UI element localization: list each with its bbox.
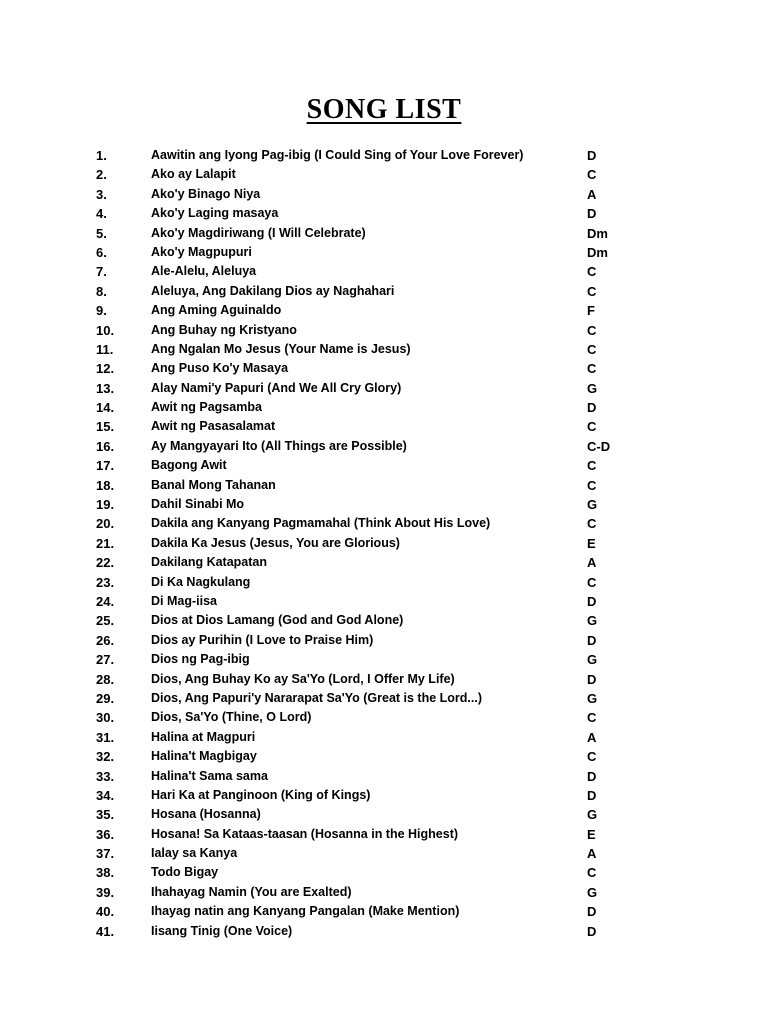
song-key: D — [587, 787, 597, 803]
song-title: Ay Mangyayari Ito (All Things are Possible) — [151, 438, 407, 453]
song-number: 17. — [96, 458, 115, 474]
song-key: C — [587, 458, 597, 474]
song-row — [0, 224, 768, 243]
song-row — [0, 611, 768, 630]
song-title: Dios ay Purihin (I Love to Praise Him) — [151, 632, 374, 647]
song-row — [0, 708, 768, 727]
song-title: Ang Ngalan Mo Jesus (Your Name is Jesus) — [151, 341, 411, 356]
song-row — [0, 534, 768, 553]
song-number: 19. — [96, 497, 115, 513]
song-key: E — [587, 826, 596, 842]
song-title: Di Ka Nagkulang — [151, 574, 251, 589]
song-number: 22. — [96, 555, 115, 571]
song-title: Aleluya, Ang Dakilang Dios ay Naghahari — [151, 283, 395, 298]
song-key: C — [587, 361, 597, 377]
song-key: C — [587, 264, 597, 280]
song-number: 2. — [96, 167, 107, 183]
song-key: C — [587, 419, 597, 435]
song-key: C-D — [587, 438, 611, 454]
song-row — [0, 844, 768, 863]
song-key: A — [587, 186, 597, 202]
song-row — [0, 282, 768, 301]
song-row — [0, 185, 768, 204]
song-title: Halina at Magpuri — [151, 729, 256, 744]
song-number: 30. — [96, 710, 115, 726]
song-title: Alay Nami'y Papuri (And We All Cry Glory) — [151, 380, 402, 395]
song-key: G — [587, 690, 598, 706]
song-key: A — [587, 729, 597, 745]
song-number: 15. — [96, 419, 115, 435]
song-key: C — [587, 167, 597, 183]
song-key: C — [587, 341, 597, 357]
song-key: D — [587, 923, 597, 939]
song-number: 24. — [96, 593, 115, 609]
song-key: D — [587, 400, 597, 416]
song-row — [0, 359, 768, 378]
song-row — [0, 883, 768, 902]
song-row — [0, 456, 768, 475]
song-row — [0, 922, 768, 941]
song-row — [0, 398, 768, 417]
song-key: E — [587, 535, 596, 551]
song-row — [0, 553, 768, 572]
song-row — [0, 805, 768, 824]
song-key: G — [587, 884, 598, 900]
song-number: 34. — [96, 787, 115, 803]
song-title: Ihayag natin ang Kanyang Pangalan (Make Mention) — [151, 904, 460, 919]
song-number: 39. — [96, 884, 115, 900]
song-title: Ang Buhay ng Kristyano — [151, 322, 297, 337]
song-number: 1. — [96, 148, 107, 163]
song-number: 20. — [96, 516, 115, 532]
song-key: G — [587, 613, 598, 629]
song-title: Dios at Dios Lamang (God and God Alone) — [151, 613, 404, 628]
song-title: Banal Mong Tahanan — [151, 477, 276, 492]
song-row — [0, 165, 768, 184]
song-key: D — [587, 768, 597, 784]
song-number: 29. — [96, 690, 115, 706]
song-title: Dios, Ang Buhay Ko ay Sa'Yo (Lord, I Offer My Life) — [151, 671, 455, 686]
song-row — [0, 825, 768, 844]
song-key: G — [587, 380, 598, 396]
song-key: D — [587, 671, 597, 687]
song-row — [0, 204, 768, 223]
song-key: A — [587, 555, 597, 571]
song-key: D — [587, 206, 597, 222]
song-row — [0, 728, 768, 747]
song-title: Dios ng Pag-ibig — [151, 652, 250, 667]
song-number: 35. — [96, 807, 115, 823]
song-key: G — [587, 497, 598, 513]
song-key: F — [587, 303, 595, 319]
song-row — [0, 379, 768, 398]
song-number: 31. — [96, 729, 115, 745]
song-number: 21. — [96, 535, 115, 551]
song-row — [0, 243, 768, 262]
song-key: D — [587, 632, 597, 648]
song-row — [0, 747, 768, 766]
song-title: Di Mag-iisa — [151, 593, 217, 608]
song-title: Bagong Awit — [151, 458, 227, 473]
song-row — [0, 437, 768, 456]
song-key: A — [587, 846, 597, 862]
song-title: Dakila ang Kanyang Pagmamahal (Think About His Love) — [151, 516, 491, 531]
song-title: Ako ay Lalapit — [151, 167, 236, 182]
song-number: 9. — [96, 303, 107, 319]
song-row — [0, 670, 768, 689]
song-row — [0, 786, 768, 805]
song-row — [0, 863, 768, 882]
song-title: Ako'y Magpupuri — [151, 244, 252, 259]
song-row — [0, 650, 768, 669]
song-key: C — [587, 710, 597, 726]
song-key: G — [587, 652, 598, 668]
song-row — [0, 573, 768, 592]
song-key: Dm — [587, 225, 608, 241]
song-number: 27. — [96, 652, 115, 668]
song-title: Hari Ka at Panginoon (King of Kings) — [151, 787, 371, 802]
song-title: Dios, Sa'Yo (Thine, O Lord) — [151, 710, 312, 725]
song-row — [0, 902, 768, 921]
song-row — [0, 146, 768, 165]
song-row — [0, 767, 768, 786]
song-key: C — [587, 574, 597, 590]
song-title: Ihahayag Namin (You are Exalted) — [151, 884, 352, 899]
song-number: 33. — [96, 768, 115, 784]
song-key: C — [587, 516, 597, 532]
song-number: 25. — [96, 613, 115, 629]
song-key: D — [587, 148, 597, 163]
song-number: 14. — [96, 400, 115, 416]
song-number: 28. — [96, 671, 115, 687]
song-number: 18. — [96, 477, 115, 493]
song-row — [0, 476, 768, 495]
song-list — [0, 146, 768, 941]
song-title: Awit ng Pagsamba — [151, 400, 262, 415]
song-title: Hosana! Sa Kataas-taasan (Hosanna in the Highest) — [151, 826, 459, 841]
song-key: Dm — [587, 244, 608, 260]
song-number: 40. — [96, 904, 115, 920]
song-key: C — [587, 749, 597, 765]
song-number: 3. — [96, 186, 107, 202]
song-number: 7. — [96, 264, 107, 280]
song-title: Dakilang Katapatan — [151, 555, 268, 570]
song-number: 41. — [96, 923, 115, 939]
song-row — [0, 340, 768, 359]
song-title: Halina't Sama sama — [151, 768, 268, 783]
song-number: 8. — [96, 283, 107, 299]
song-row — [0, 262, 768, 281]
song-row — [0, 321, 768, 340]
song-row — [0, 689, 768, 708]
song-key: G — [587, 807, 598, 823]
song-number: 32. — [96, 749, 115, 765]
song-number: 12. — [96, 361, 115, 377]
song-title: Ang Puso Ko'y Masaya — [151, 361, 289, 376]
song-number: 23. — [96, 574, 115, 590]
song-number: 16. — [96, 438, 115, 454]
song-key: C — [587, 283, 597, 299]
song-title: Ako'y Magdiriwang (I Will Celebrate) — [151, 225, 366, 240]
page-title-text: SONG LIST — [306, 94, 462, 125]
song-title: Dios, Ang Papuri'y Nararapat Sa'Yo (Great is the Lord...) — [151, 690, 483, 705]
song-number: 37. — [96, 846, 115, 862]
song-number: 4. — [96, 206, 107, 222]
song-row — [0, 417, 768, 436]
song-key: C — [587, 322, 597, 338]
song-number: 11. — [96, 341, 114, 357]
song-title: Ialay sa Kanya — [151, 846, 238, 861]
song-title: Ale-Alelu, Aleluya — [151, 264, 257, 279]
song-number: 36. — [96, 826, 115, 842]
song-number: 5. — [96, 225, 107, 241]
song-title: Dakila Ka Jesus (Jesus, You are Glorious) — [151, 535, 400, 550]
song-key: D — [587, 904, 597, 920]
song-title: Awit ng Pasasalamat — [151, 419, 276, 434]
song-title: Iisang Tinig (One Voice) — [151, 923, 293, 938]
song-number: 38. — [96, 865, 115, 881]
song-row — [0, 631, 768, 650]
song-number: 26. — [96, 632, 115, 648]
song-title: Ako'y Laging masaya — [151, 206, 279, 221]
song-row — [0, 514, 768, 533]
song-key: C — [587, 865, 597, 881]
song-title: Hosana (Hosanna) — [151, 807, 261, 822]
song-title: Halina't Magbigay — [151, 749, 257, 764]
song-row — [0, 495, 768, 514]
song-title: Ang Aming Aguinaldo — [151, 303, 282, 318]
song-key: C — [587, 477, 597, 493]
song-title: Todo Bigay — [151, 865, 219, 880]
page-title — [0, 94, 768, 126]
song-title: Dahil Sinabi Mo — [151, 497, 245, 512]
song-number: 6. — [96, 244, 107, 260]
song-row — [0, 301, 768, 320]
song-number: 13. — [96, 380, 115, 396]
song-number: 10. — [96, 322, 115, 338]
song-title: Aawitin ang Iyong Pag-ibig (I Could Sing of Your Love Forever) — [151, 148, 524, 162]
song-row — [0, 592, 768, 611]
song-title: Ako'y Binago Niya — [151, 186, 261, 201]
song-key: D — [587, 593, 597, 609]
